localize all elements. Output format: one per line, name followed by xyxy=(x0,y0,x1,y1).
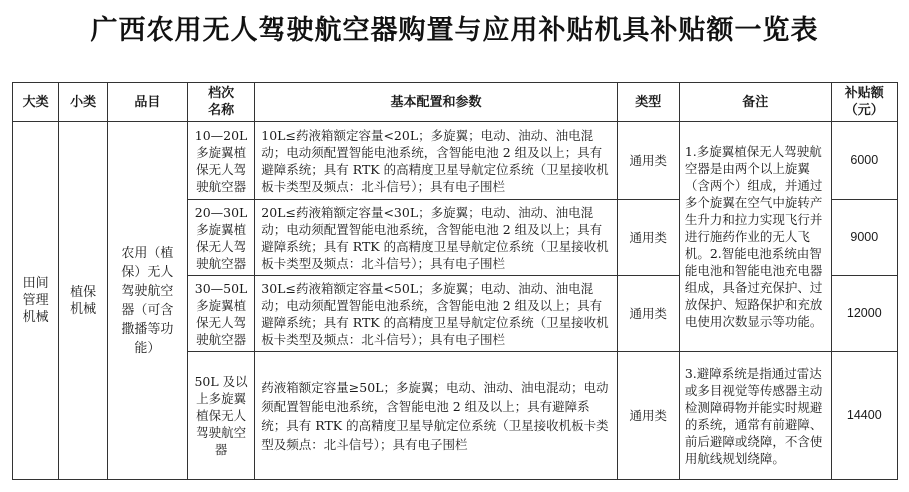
subsidy-value: 14400 xyxy=(831,352,897,480)
grade-name: 20—30L 多旋翼植 保无人驾 驶航空器 xyxy=(187,200,254,276)
header-subsidy: 补贴额 （元） xyxy=(831,83,897,122)
subsidy-value: 12000 xyxy=(831,276,897,352)
type-value: 通用类 xyxy=(617,352,679,480)
note-bottom: 3.避障系统是指通过雷达或多目视觉等传感器主动检测障碍物并能实时规避的系统，通常有前避障、前后避障或绕障，不含使用航线规划绕障。 xyxy=(679,352,831,480)
header-minor: 小类 xyxy=(59,83,107,122)
subsidy-table xyxy=(12,82,898,480)
header-item: 品目 xyxy=(107,83,187,122)
grade-name: 50L 及以 上多旋翼 植保无人 驾驶航空 器 xyxy=(187,352,254,480)
note-top: 1.多旋翼植保无人驾驶航空器是由两个以上旋翼（含两个）组成，并通过多个旋翼在空气中旋转产生升力和拉力实现飞行并进行施药作业的无人飞机。2.智能电池系统由智能电池和智能电池充电器组成，具备过充保护、过放保护、短路保护和充放电使用次数显示等功能。 xyxy=(679,122,831,352)
type-value: 通用类 xyxy=(617,122,679,200)
config-text: 20L≤药液箱额定容量<30L；多旋翼；电动、油动、油电混动；电动须配置智能电池系统，含智能电池 2 组及以上；具有避障系统；具有 RTK 的高精度卫星导航定位系统（卫星接收机板卡类型及频点：北斗信号）；具有电子围栏 xyxy=(255,200,617,276)
config-text: 10L≤药液箱额定容量<20L；多旋翼；电动、油动、油电混动；电动须配置智能电池系统，含智能电池 2 组及以上；具有避障系统；具有 RTK 的高精度卫星导航定位系统（卫星接收机板卡类型及频点：北斗信号）；具有电子围栏 xyxy=(255,122,617,200)
type-value: 通用类 xyxy=(617,276,679,352)
subsidy-value: 9000 xyxy=(831,200,897,276)
header-major: 大类 xyxy=(13,83,59,122)
grade-name: 10—20L 多旋翼植 保无人驾 驶航空器 xyxy=(187,122,254,200)
config-text: 30L≤药液箱额定容量<50L；多旋翼；电动、油动、油电混动；电动须配置智能电池系统，含智能电池 2 组及以上；具有避障系统；具有 RTK 的高精度卫星导航定位系统（卫星接收机板卡类型及频点：北斗信号）；具有电子围栏 xyxy=(255,276,617,352)
page-title: 广西农用无人驾驶航空器购置与应用补贴机具补贴额一览表 xyxy=(90,15,819,46)
major-category: 田间 管理 机械 xyxy=(13,122,59,480)
table-header-row xyxy=(13,83,898,122)
config-text: 药液箱额定容量≥50L；多旋翼；电动、油动、油电混动；电动须配置智能电池系统，含智能电池 2 组及以上；具有避障系统；具有 RTK 的高精度卫星导航定位系统（卫星接收机板卡类型及频点：北斗信号）；具有电子围栏 xyxy=(255,352,617,480)
table-row xyxy=(13,122,898,200)
type-value: 通用类 xyxy=(617,200,679,276)
grade-name: 30—50L 多旋翼植 保无人驾 驶航空器 xyxy=(187,276,254,352)
header-grade: 档次 名称 xyxy=(187,83,254,122)
subsidy-value: 6000 xyxy=(831,122,897,200)
header-config: 基本配置和参数 xyxy=(255,83,617,122)
minor-category: 植保 机械 xyxy=(59,122,107,480)
item-name: 农用（植 保）无人 驾驶航空 器（可含 撒播等功 能） xyxy=(107,122,187,480)
header-note: 备注 xyxy=(679,83,831,122)
header-type: 类型 xyxy=(617,83,679,122)
